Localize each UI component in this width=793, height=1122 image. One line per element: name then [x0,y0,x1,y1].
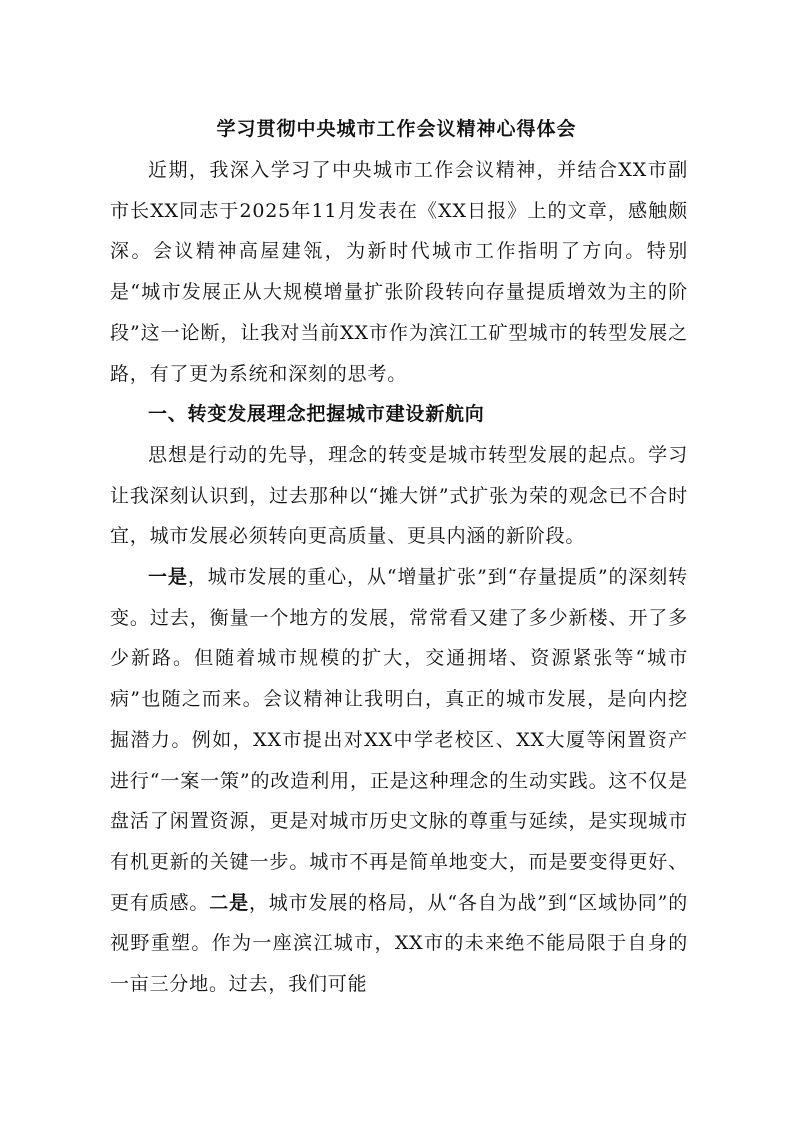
intro-paragraph: 近期，我深入学习了中央城市工作会议精神，并结合XX市副市长XX同志于2025年11月发表在《XX日报》上的文章，感触颇深。会议精神高屋建瓴，为新时代城市工作指明了方向。特别是“城市发展正从大规模增量扩张阶段转向存量提质增效为主的阶段”这一论断，让我对当前XX市作为滨江工矿型城市的转型发展之路，有了更为系统和深刻的思考。 [110,159,688,385]
point-paragraph [110,557,688,1005]
point1-text: ，城市发展的重心，从“增量扩张”到“存量提质”的深刻转变。过去，衡量一个地方的发展，常常看又建了多少新楼、开了多少新路。但随着城市规模的扩大，交通拥堵、资源紧张等“城市病”也随之而来。会议精神让我明白，真正的城市发展，是向内挖掘潜力。例如，XX市提出对XX中学老校区、XX大厦等闲置资产进行“一案一策”的改造利用，正是这种理念的生动实践。这不仅是盘活了闲置资源，更是对城市历史文脉的尊重与延续，是实现城市有机更新的关键一步。城市不再是简单地变大，而是要变得更好、更有质感。 [110,566,688,914]
document-title: 学习贯彻中央城市工作会议精神心得体会 [216,118,577,140]
section-heading: 一、转变发展理念把握城市建设新航向 [148,403,485,426]
point1-label: 一是 [148,566,188,589]
section-paragraph: 思想是行动的先导，理念的转变是城市转型发展的起点。学习让我深刻认识到，过去那种以“摊大饼”式扩张为荣的观念已不合时宜，城市发展必须转向更高质量、更具内涵的新阶段。 [110,443,688,548]
point2-text: ，城市发展的格局，从“各自为战”到“区域协同”的视野重塑。作为一座滨江城市，XX市的未来绝不能局限于自身的一亩三分地。过去，我们可能 [110,891,688,996]
document-body [110,150,688,1005]
point2-label: 二是 [209,891,249,914]
